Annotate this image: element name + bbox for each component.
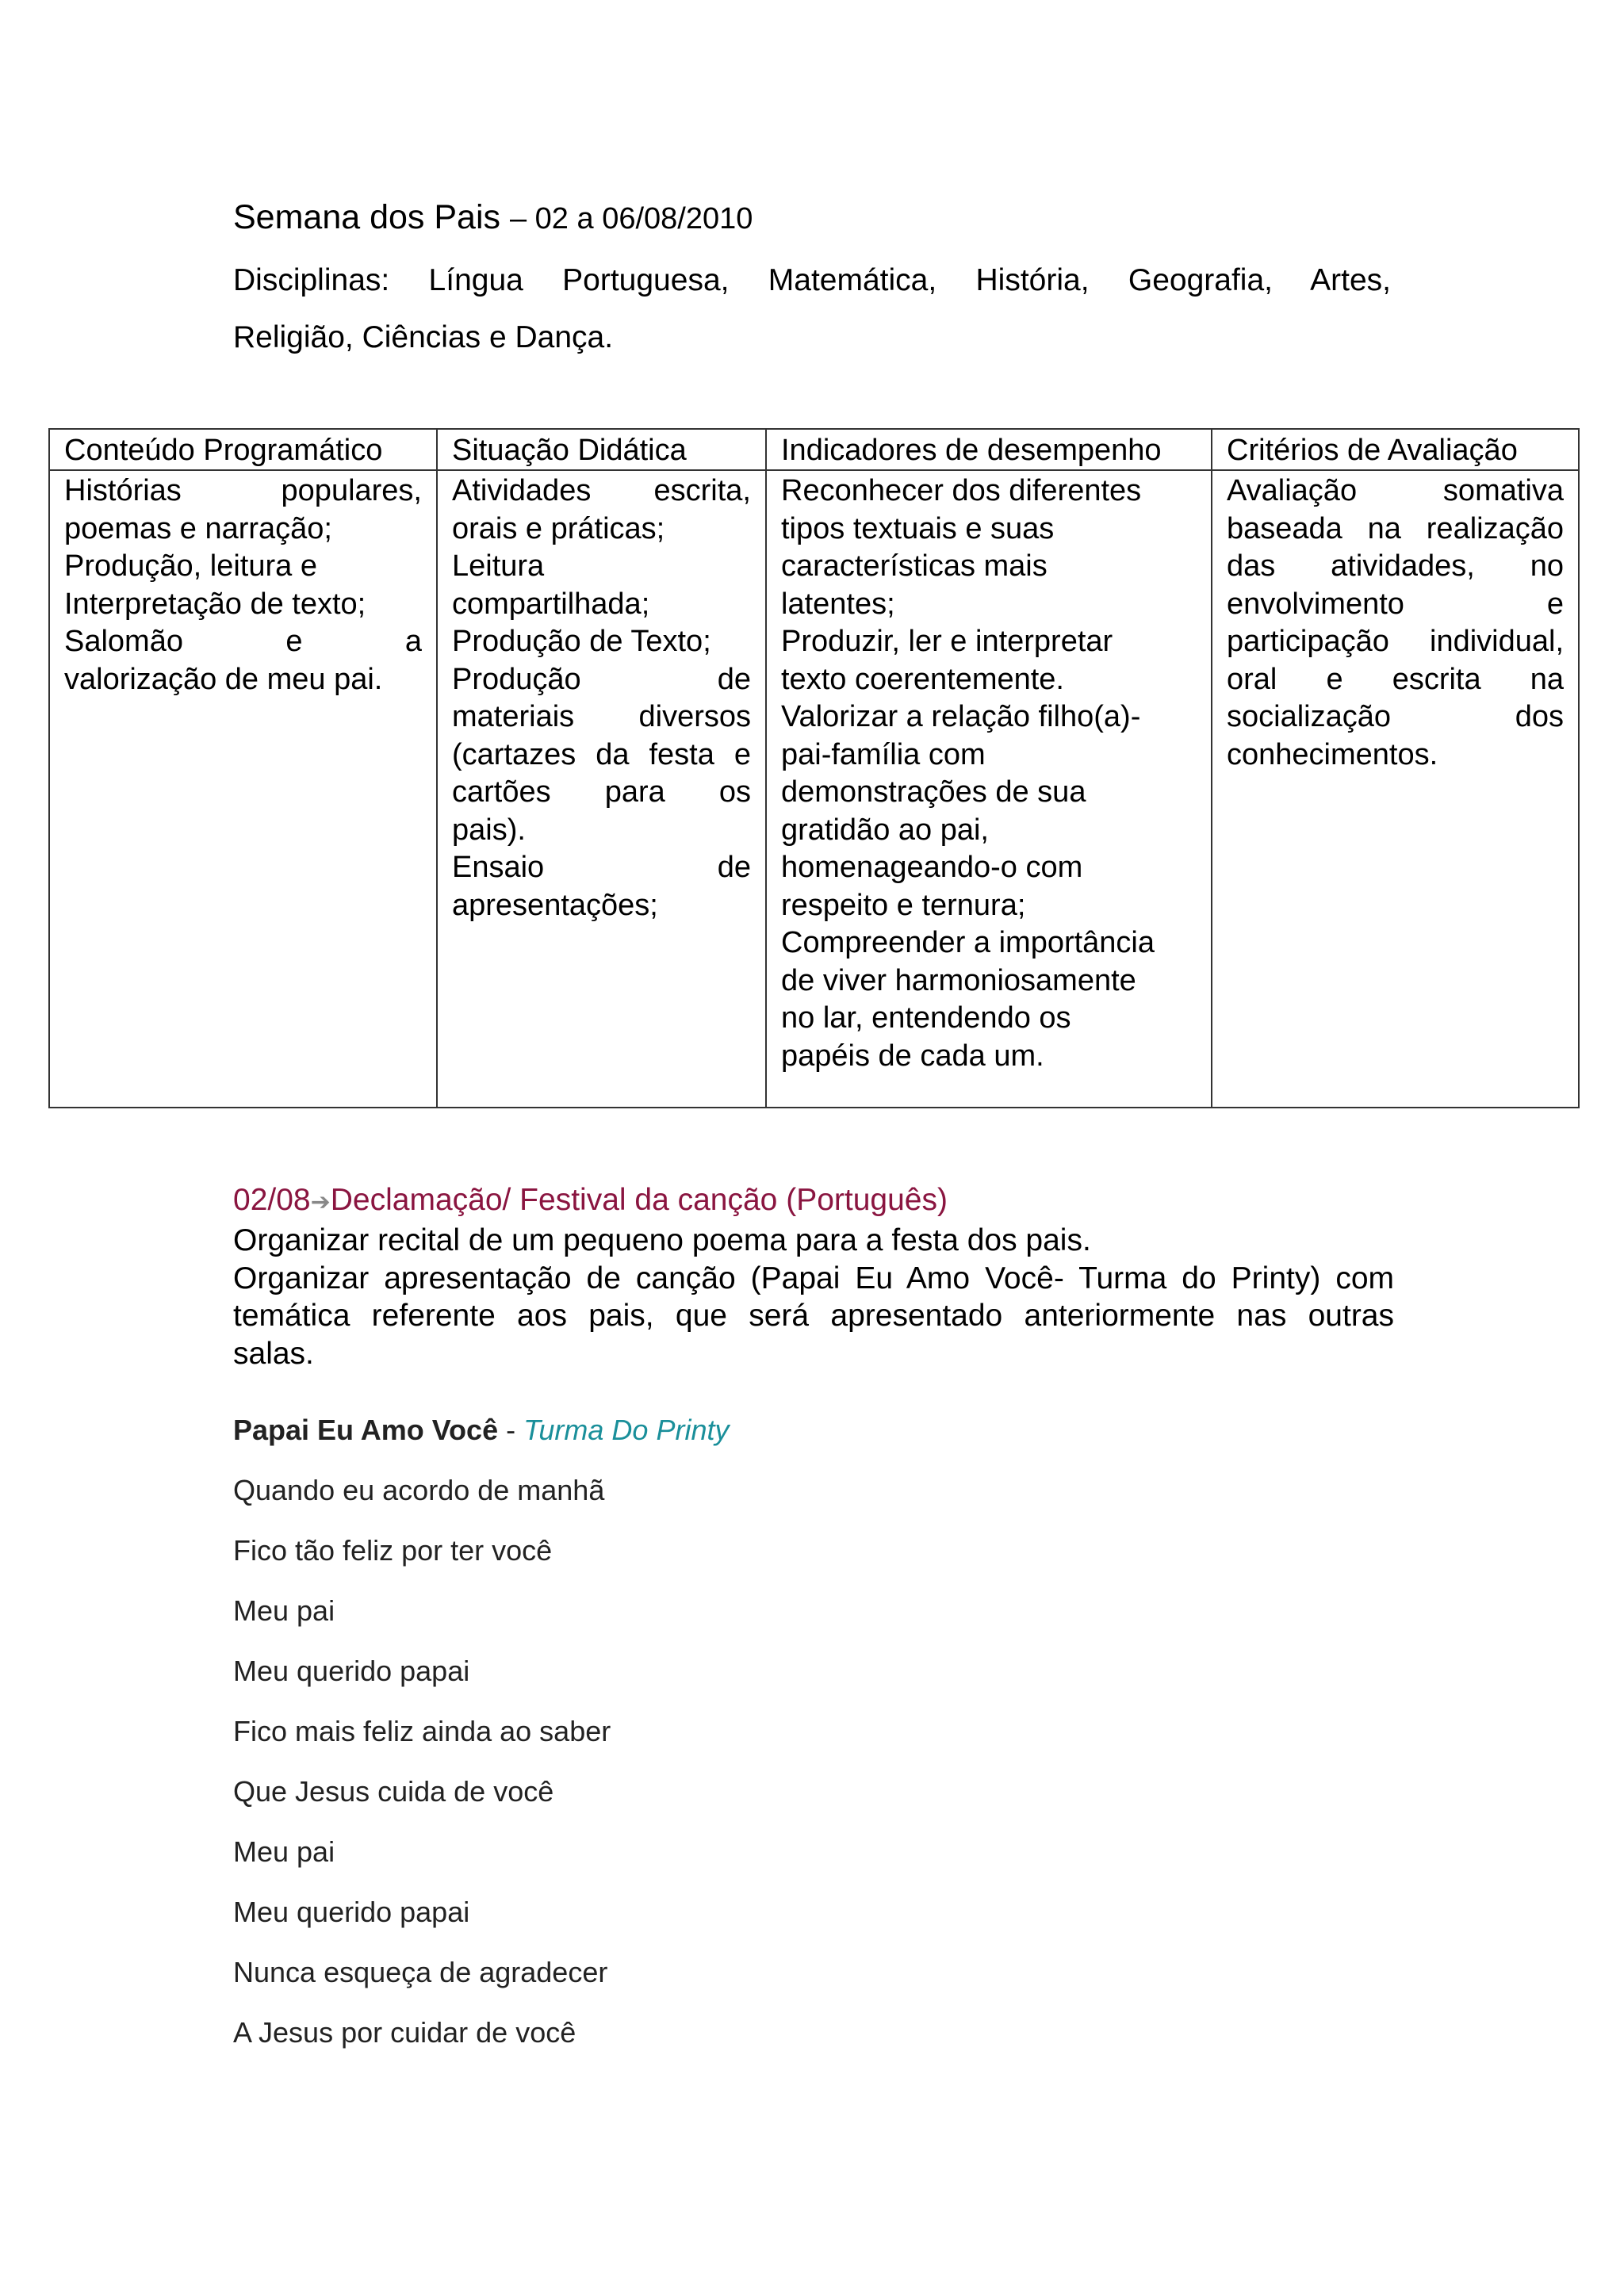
song-block [233,1411,729,2052]
title-date-range: – 02 a 06/08/2010 [509,202,753,235]
cell-line: das atividades, no [1227,549,1564,583]
cell-line: materiais diversos [452,700,751,733]
paragraph-line: Organizar recital de um pequeno poema para a festa dos pais. [233,1223,1091,1257]
cell-line: respeito e ternura; [781,888,1026,922]
lyric-line: Fico mais feliz ainda ao saber [233,1715,611,1747]
header-criterios: Critérios de Avaliação [1212,429,1579,470]
lyric-line: A Jesus por cuidar de você [233,2016,576,2049]
cell-line: compartilhada; [452,587,650,621]
header-conteudo: Conteúdo Programático [49,429,437,470]
page-title [233,193,1391,243]
header-indicadores: Indicadores de desempenho [766,429,1212,470]
cell-line: socialização dos [1227,700,1564,733]
cell-line: pai-família com [781,737,986,771]
cell-line: Produção de Texto; [452,625,711,658]
cell-line: Produção, leitura e [64,549,317,583]
lyric-line: Quando eu acordo de manhã [233,1474,605,1506]
cell-line: apresentações; [452,888,658,922]
cell-line: no lar, entendendo os [781,1001,1071,1035]
cell-line: Produção de [452,662,751,696]
cell-line: participação individual, [1227,625,1564,658]
song-separator: - [498,1414,524,1446]
cell-line: poemas e narração; [64,511,332,545]
song-title [233,1411,729,1449]
header-situacao: Situação Didática [437,429,766,470]
paragraph-line: salas. [233,1336,314,1371]
table-row [49,470,1579,1108]
section-date: 02/08 [233,1183,311,1217]
cell-line: Produzir, ler e interpretar [781,625,1113,658]
cell-line: oral e escrita na [1227,662,1564,696]
section-title-text: Declamação/ Festival da canção (Português) [330,1183,948,1217]
cell-line: Leitura [452,549,545,583]
paragraph-line: temática referente aos pais, que será apresentado anteriormente nas outras [233,1299,1394,1333]
cell-line: características mais [781,549,1048,583]
cell-line: Histórias populares, [64,474,422,507]
table-header-row [49,429,1579,470]
lyric-line: Fico tão feliz por ter você [233,1534,553,1567]
cell-line: Salomão e a [64,625,422,658]
cell-line: Avaliação somativa [1227,474,1564,507]
cell-line: envolvimento e [1227,587,1564,621]
cell-line: homenageando-o com [781,851,1083,884]
lyric-line: Meu pai [233,1835,335,1868]
cell-line: Interpretação de texto; [64,587,366,621]
disciplines-line-1: Disciplinas: Língua Portuguesa, Matemática, História, Geografia, Artes, [233,263,1391,297]
lyric-line: Meu querido papai [233,1896,470,1928]
cell-line: orais e práticas; [452,511,665,545]
lyric-line: Nunca esqueça de agradecer [233,1956,608,1988]
cell-line: texto coerentemente. [781,662,1064,696]
cell-situacao [437,470,766,1108]
lyric-line: Meu pai [233,1594,335,1627]
lyric-line: Meu querido papai [233,1655,470,1687]
cell-line: latentes; [781,587,895,621]
activity-section [233,1181,1394,1372]
cell-line: cartões para os [452,775,751,809]
song-artist: Turma Do Printy [523,1414,730,1446]
cell-line: Valorizar a relação filho(a)- [781,700,1141,733]
cell-line: baseada na realização [1227,511,1564,545]
cell-line: valorização de meu pai. [64,662,383,696]
song-name: Papai Eu Amo Você [233,1414,499,1446]
cell-line: gratidão ao pai, [781,813,989,847]
cell-line: papéis de cada um. [781,1039,1044,1073]
lesson-plan-table [48,428,1580,1108]
paragraph-line: Organizar apresentação de canção (Papai Eu Amo Você- Turma do Printy) com [233,1261,1394,1295]
cell-line: demonstrações de sua [781,775,1086,809]
cell-conteudo [49,470,437,1108]
cell-line: tipos textuais e suas [781,511,1055,545]
title-text: Semana dos Pais [233,198,501,236]
cell-line: Atividades escrita, [452,474,751,507]
arrow-right-icon: ➔ [310,1189,331,1215]
cell-line: Compreender a importância [781,926,1155,959]
cell-criterios [1212,470,1579,1108]
cell-line: pais). [452,813,526,847]
section-title [233,1181,1394,1222]
cell-line: (cartazes da festa e [452,737,751,771]
cell-line: Ensaio de [452,851,751,884]
disciplines-line-2: Religião, Ciências e Dança. [233,320,614,354]
document-header [233,193,1391,366]
cell-line: de viver harmoniosamente [781,963,1136,997]
lyric-line: Que Jesus cuida de você [233,1775,554,1808]
cell-indicadores [766,470,1212,1108]
cell-line: Reconhecer dos diferentes [781,474,1142,507]
cell-line: conhecimentos. [1227,737,1438,771]
section-paragraph [233,1222,1394,1372]
